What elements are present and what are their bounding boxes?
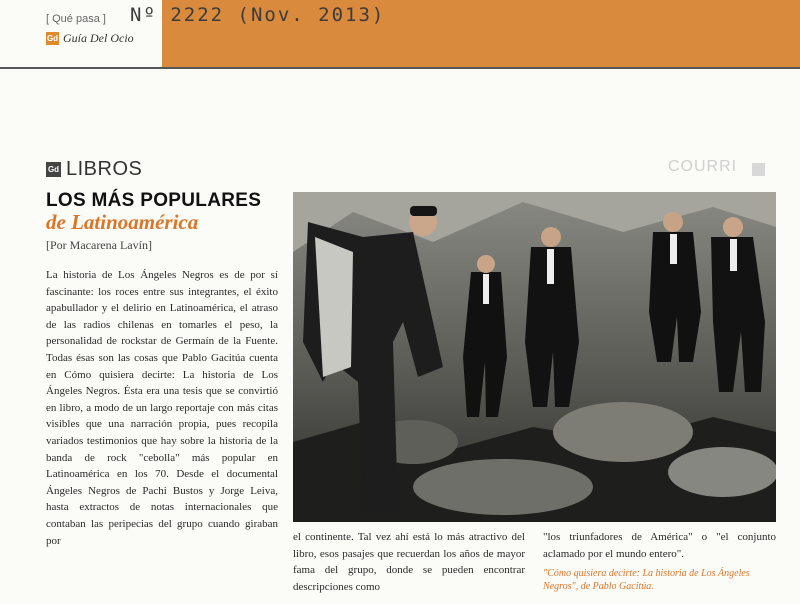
header-rule <box>0 67 800 69</box>
section-label: [ Qué pasa ] <box>46 13 106 25</box>
faded-neighbor-icon <box>752 163 765 176</box>
handwritten-issue-note: Nº 2222 (Nov. 2013) <box>130 4 386 26</box>
band-photo <box>293 192 776 522</box>
article-headline: LOS MÁS POPULARES <box>46 190 262 211</box>
guide-name: Guía Del Ocio <box>63 31 134 45</box>
column-3-text: "los triunfadores de América" o "el conjunto aclamado por el mundo entero". <box>543 531 776 560</box>
category-icon: Gd <box>46 162 61 177</box>
faded-neighbor-text: COURRI <box>668 158 738 175</box>
article-column-1 <box>46 267 278 549</box>
guide-logo-icon: Gd <box>46 34 59 43</box>
article-byline: [Por Macarena Lavín] <box>46 238 152 252</box>
photo-caption: "Cómo quisiera decirte: La historia de Los Ángeles Negros", de Pablo Gacitúa. <box>543 568 750 593</box>
article-column-2 <box>293 529 525 595</box>
column-1-text: La historia de Los Ángeles Negros es de por sí fascinante: los roces entre sus integrantes, el éxito apabullador y el delirio en Latinoamérica, el atraso de las radios chilenas en tomarles el peso, la personalidad de rockstar de Germaín de la Fuente. Todas ésas son las cosas que Pablo Gacitúa cuenta en Cómo quisiera decirte: La historia de Los Ángeles Negros. Ésta era una tesis que se convirtió en libro, a modo de un largo reportaje con más citas visibles que una narración propia, pues recopila variados testimonios que hay sobre la historia de la banda de rock "cebolla" más popular en Latinoamérica en los 70. Desde el documental Ángeles Negros de Pachi Bustos y Jorge Leiva, hasta extractos de notas internacionales que contaban las peripecias del grupo cuando giraban por <box>46 269 278 547</box>
column-2-text: el continente. Tal vez ahí está lo más atractivo del libro, esos pasajes que recuerdan los años de mayor fama del grupo, donde se pueden encontrar descripciones como <box>293 531 525 593</box>
article-subhead: de Latinoamérica <box>46 210 199 234</box>
article-category: LIBROS <box>66 158 143 180</box>
article-column-3 <box>543 529 776 593</box>
